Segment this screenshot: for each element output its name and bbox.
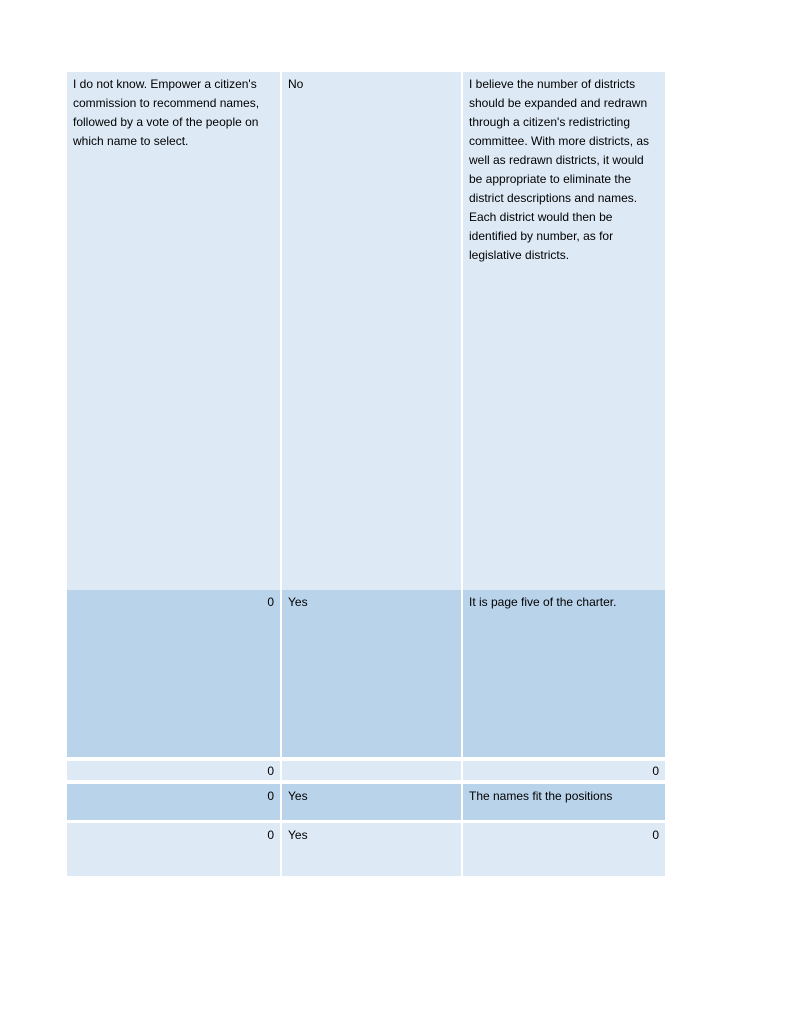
cell-text: Yes xyxy=(288,828,308,842)
table-cell[interactable] xyxy=(463,784,665,820)
table-cell[interactable] xyxy=(463,823,665,876)
cell-text: The names fit the positions xyxy=(469,789,613,803)
table-row xyxy=(67,823,665,876)
table-cell[interactable] xyxy=(282,761,461,780)
cell-text: Yes xyxy=(288,789,308,803)
table-row xyxy=(67,784,665,820)
cell-text: I believe the number of districts should be expanded and redrawn through a citizen's redistricting committee. With more districts, as well as redrawn districts, it would be appropriate to eliminate the district descriptions and names. Each district would then be identified by number, as for legislative districts. xyxy=(469,77,650,262)
table-cell[interactable] xyxy=(67,590,280,757)
table-row xyxy=(67,761,665,780)
table-cell[interactable] xyxy=(282,72,461,590)
table-cell[interactable] xyxy=(67,72,280,590)
table-cell[interactable] xyxy=(282,590,461,757)
table-cell[interactable] xyxy=(463,590,665,757)
cell-text: 0 xyxy=(267,595,274,609)
cell-text: 0 xyxy=(652,764,659,778)
table-row xyxy=(67,590,665,757)
table-cell[interactable] xyxy=(67,784,280,820)
cell-text: Yes xyxy=(288,595,308,609)
cell-text: 0 xyxy=(267,764,274,778)
cell-text: 0 xyxy=(652,828,659,842)
table-cell[interactable] xyxy=(67,761,280,780)
cell-text: I do not know. Empower a citizen's commission to recommend names, followed by a vote of the people on which name to select. xyxy=(73,77,260,148)
cell-text: 0 xyxy=(267,828,274,842)
data-table xyxy=(67,72,665,876)
table-cell[interactable] xyxy=(463,72,665,590)
cell-text: It is page five of the charter. xyxy=(469,595,617,609)
table-cell[interactable] xyxy=(282,823,461,876)
table-cell[interactable] xyxy=(282,784,461,820)
cell-text: No xyxy=(288,77,304,91)
table-cell[interactable] xyxy=(67,823,280,876)
table-cell[interactable] xyxy=(463,761,665,780)
table-row xyxy=(67,72,665,590)
cell-text: 0 xyxy=(267,789,274,803)
